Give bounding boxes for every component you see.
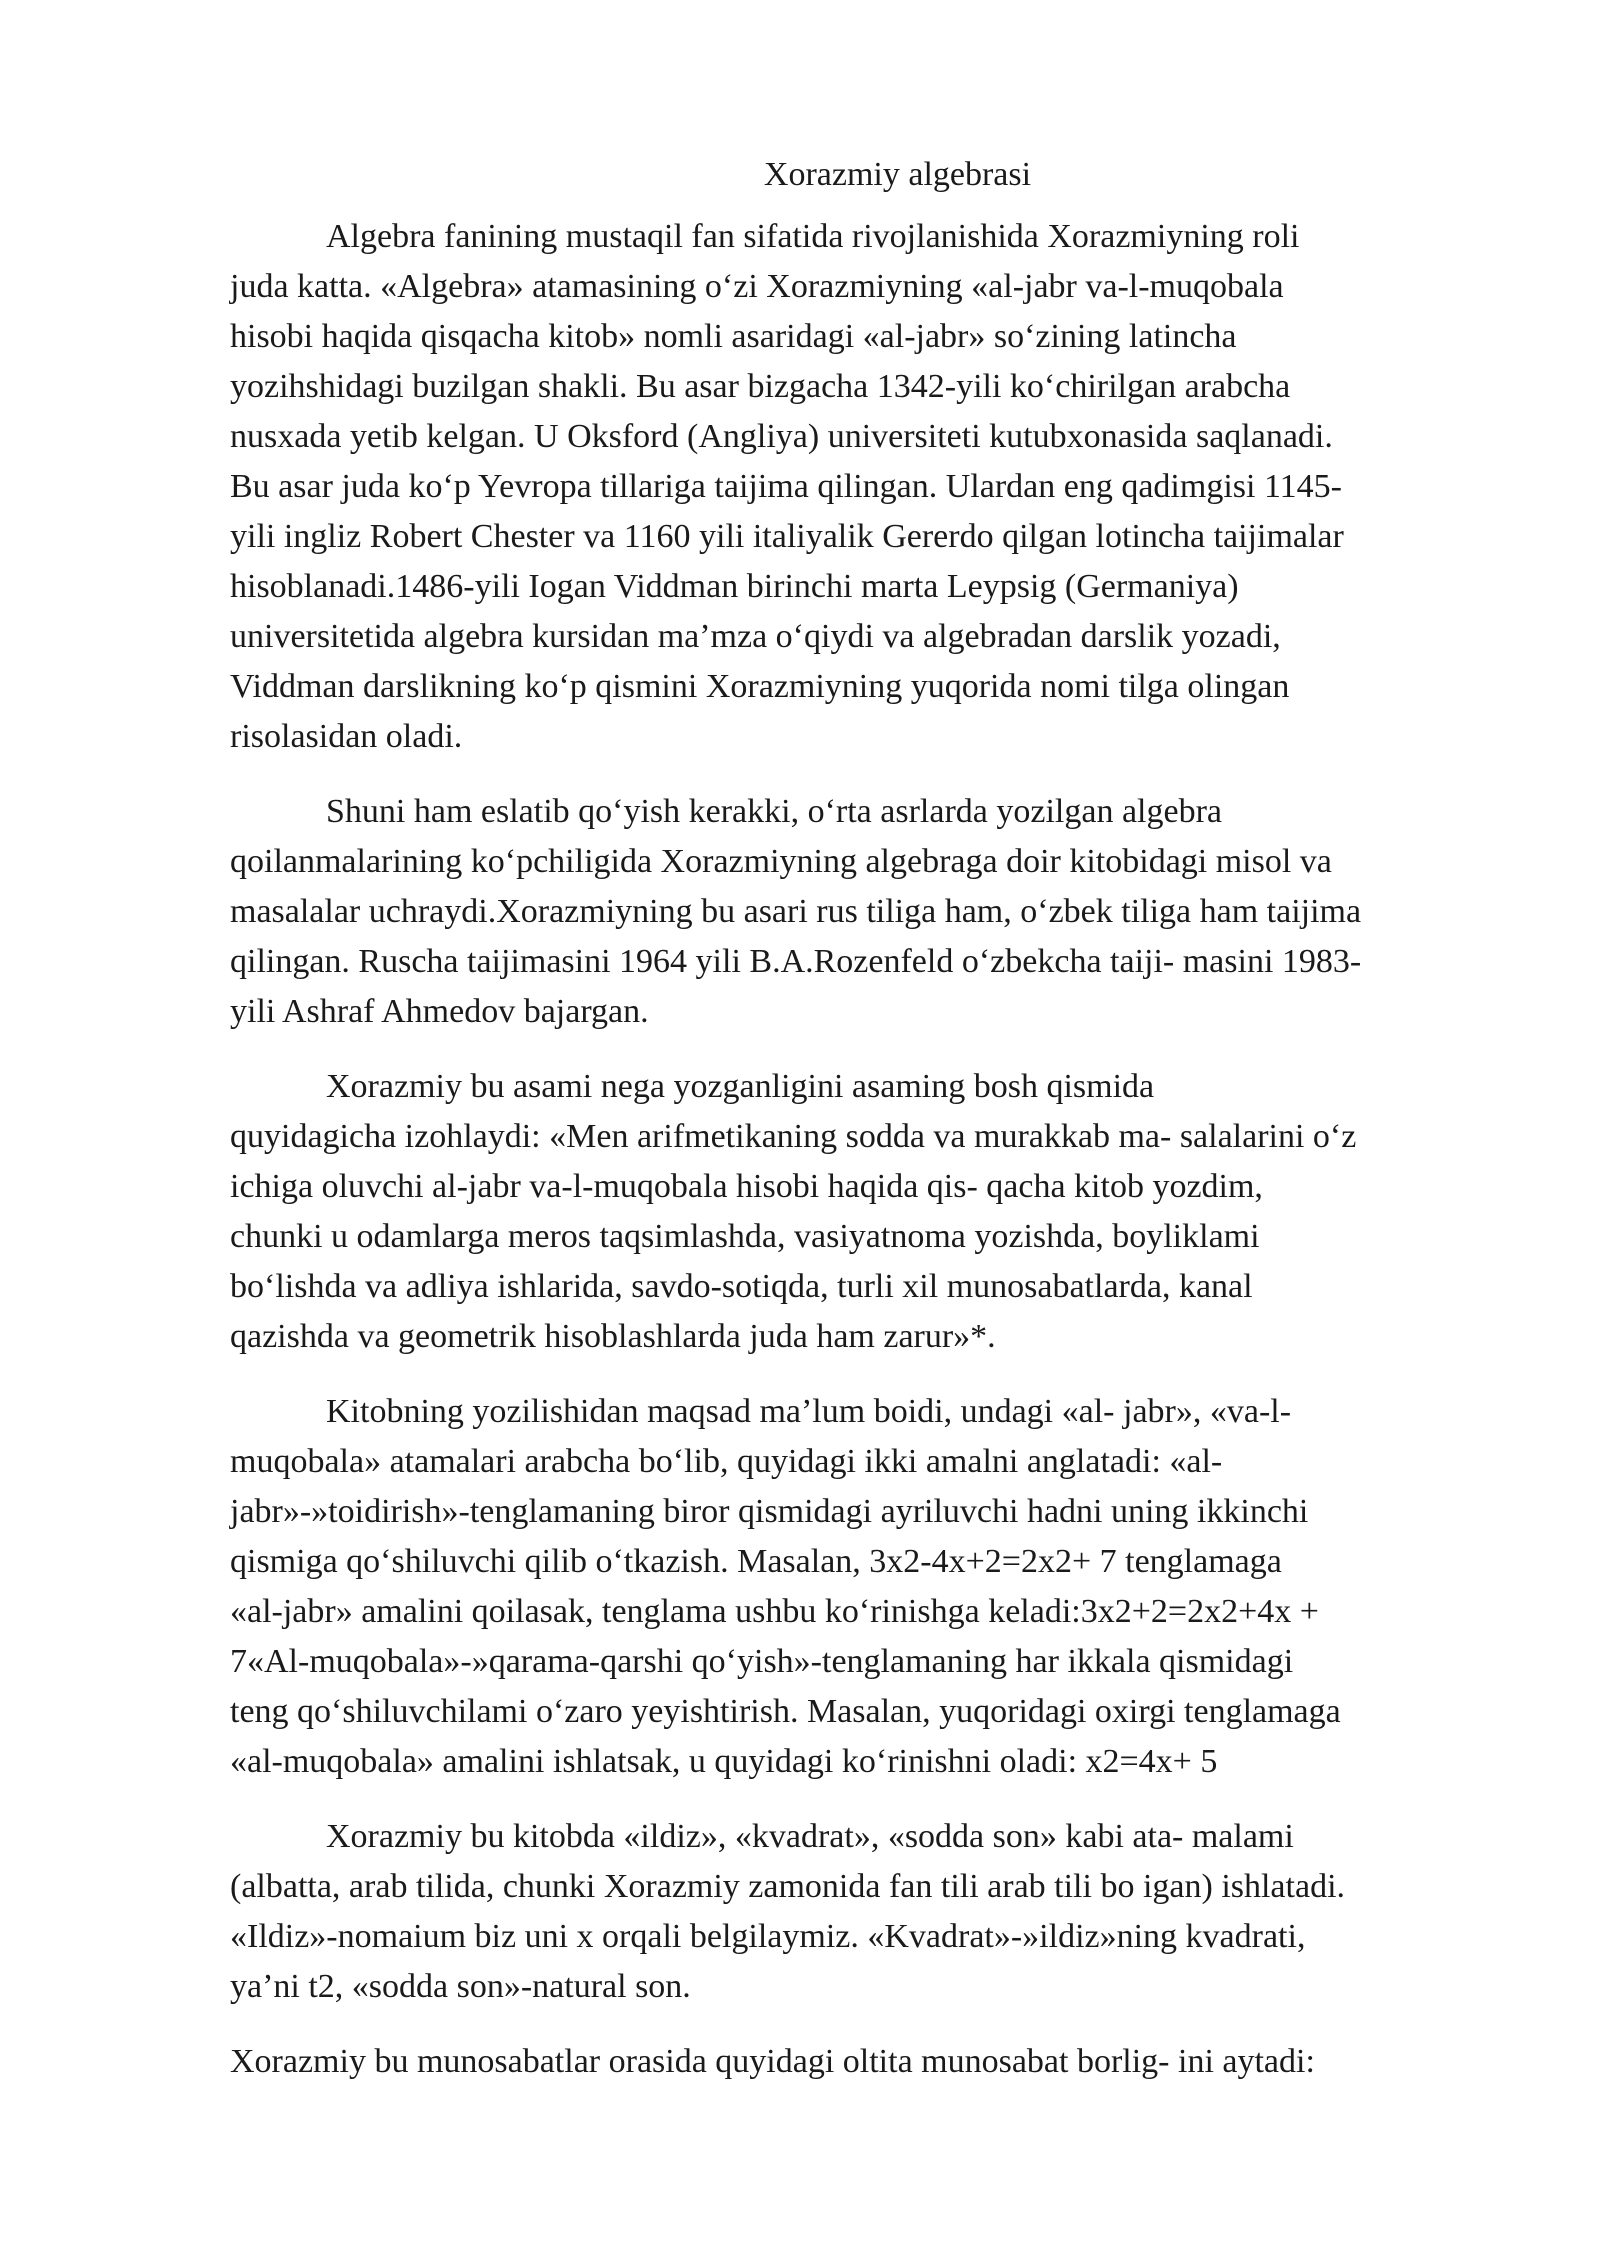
text-line: juda katta. «Algebra» atamasining o‘zi Xorazmiyning «al-jabr va-l-muqobala (230, 268, 1284, 305)
text-line: Xorazmiy bu munosabatlar orasida quyidagi oltita munosabat borlig- ini aytadi: (230, 2043, 1315, 2080)
text-line: muqobala» atamalari arabcha bo‘lib, quyidagi ikki amalni anglatadi: «al- (230, 1443, 1223, 1480)
text-line: chunki u odamlarga meros taqsimlashda, vasiyatnoma yozishda, boyliklami (230, 1218, 1260, 1255)
text-line: 7«Al-muqobala»-»qarama-qarshi qo‘yish»-tenglamaning har ikkala qismidagi (230, 1643, 1294, 1680)
text-line: «Ildiz»-nomaium biz uni x orqali belgilaymiz. «Kvadrat»-»ildiz»ning kvadrati, (230, 1918, 1306, 1955)
text-line: risolasidan oladi. (230, 718, 463, 755)
text-line: teng qo‘shiluvchilami o‘zaro yeyishtirish. Masalan, yuqoridagi oxirgi tenglamaga (230, 1693, 1341, 1730)
paragraph-6 (230, 2037, 1495, 2087)
text-line: yili ingliz Robert Chester va 1160 yili italiyalik Gererdo qilgan lotincha taijimalar (230, 518, 1344, 555)
paragraph-3 (230, 1062, 1495, 1362)
text-line: Viddman darslikning ko‘p qismini Xorazmiyning yuqorida nomi tilga olingan (230, 668, 1290, 705)
text-line: ya’ni t2, «sodda son»-natural son. (230, 1968, 691, 2005)
text-line: Shuni ham eslatib qo‘yish kerakki, o‘rta asrlarda yozilgan algebra (326, 793, 1222, 830)
text-line: qazishda va geometrik hisoblashlarda juda ham zarur»*. (230, 1318, 996, 1355)
text-line: quyidagicha izohlaydi: «Men arifmetikaning sodda va murakkab ma- salalarini o‘z (230, 1118, 1357, 1155)
text-line: jabr»-»toidirish»-tenglamaning biror qismidagi ayriluvchi hadni uning ikkinchi (230, 1493, 1309, 1530)
text-line: (albatta, arab tilida, chunki Xorazmiy zamonida fan tili arab tili bo igan) ishlatadi. (230, 1868, 1346, 1905)
text-line: hisobi haqida qisqacha kitob» nomli asaridagi «al-jabr» so‘zining latincha (230, 318, 1237, 355)
text-line: Bu asar juda ko‘p Yevropa tillariga taijima qilingan. Ulardan eng qadimgisi 1145- (230, 468, 1343, 505)
text-line: hisoblanadi.1486-yili Iogan Viddman birinchi marta Leypsig (Germaniya) (230, 568, 1239, 605)
text-line: qilingan. Ruscha taijimasini 1964 yili B.A.Rozenfeld o‘zbekcha taiji- masini 1983- (230, 943, 1362, 980)
text-line: qoilanmalarining ko‘pchiligida Xorazmiyning algebraga doir kitobidagi misol va (230, 843, 1332, 880)
paragraph-1 (230, 212, 1495, 762)
text-line: nusxada yetib kelgan. U Oksford (Angliya) universiteti kutubxonasida saqlanadi. (230, 418, 1333, 455)
paragraph-4 (230, 1387, 1495, 1787)
text-line: universitetida algebra kursidan ma’mza o‘qiydi va algebradan darslik yozadi, (230, 618, 1281, 655)
document-title: Xorazmiy algebrasi (763, 156, 1032, 193)
text-line: Kitobning yozilishidan maqsad ma’lum boidi, undagi «al- jabr», «va-l- (326, 1393, 1292, 1430)
text-line: «al-muqobala» amalini ishlatsak, u quyidagi ko‘rinishni oladi: x2=4x+ 5 (230, 1743, 1218, 1780)
text-line: yili Ashraf Ahmedov bajargan. (230, 993, 649, 1030)
text-line: Xorazmiy bu kitobda «ildiz», «kvadrat», «sodda son» kabi ata- malami (326, 1818, 1294, 1855)
text-line: bo‘lishda va adliya ishlarida, savdo-sotiqda, turli xil munosabatlarda, kanal (230, 1268, 1253, 1305)
document-page (230, 150, 1495, 2112)
text-line: «al-jabr» amalini qoilasak, tenglama ushbu ko‘rinishga keladi:3x2+2=2x2+4x + (230, 1593, 1319, 1630)
text-line: Xorazmiy bu asami nega yozganligini asaming bosh qismida (326, 1068, 1155, 1105)
text-line: masalalar uchraydi.Xorazmiyning bu asari rus tiliga ham, o‘zbek tiliga ham taijima (230, 893, 1362, 930)
text-line: yozihshidagi buzilgan shakli. Bu asar bizgacha 1342-yili ko‘chirilgan arabcha (230, 368, 1291, 405)
text-line: Algebra fanining mustaqil fan sifatida rivojlanishida Xorazmiyning roli (326, 218, 1300, 255)
text-line: ichiga oluvchi al-jabr va-l-muqobala hisobi haqida qis- qacha kitob yozdim, (230, 1168, 1263, 1205)
paragraph-5 (230, 1812, 1495, 2012)
text-line: qismiga qo‘shiluvchi qilib o‘tkazish. Masalan, 3x2-4x+2=2x2+ 7 tenglamaga (230, 1543, 1282, 1580)
paragraph-2 (230, 787, 1495, 1037)
